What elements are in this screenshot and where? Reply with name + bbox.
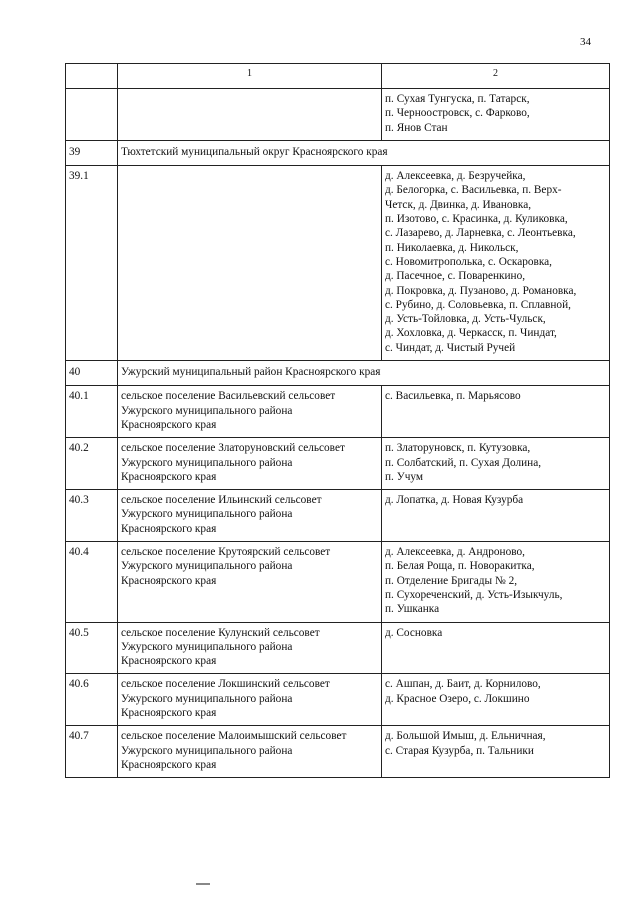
cell-line: п. Солбатский, п. Сухая Долина, xyxy=(385,456,542,469)
municipality-name-cell xyxy=(118,386,382,438)
cell-line: п. Ушканка xyxy=(385,603,440,616)
cell-line: Ужурского муниципального района xyxy=(121,456,293,469)
cell-line: Четск, д. Двинка, д. Ивановка, xyxy=(385,198,532,211)
municipality-name-cell xyxy=(118,542,382,622)
cell-line: сельское поселение Васильевский сельсовет xyxy=(121,390,336,403)
cell-line: Красноярского края xyxy=(121,758,217,771)
table-body xyxy=(66,64,610,778)
cell-line: сельское поселение Ильинский сельсовет xyxy=(121,494,322,507)
table-row xyxy=(66,166,610,361)
cell-line: д. Сосновка xyxy=(385,626,443,639)
cell-line: Красноярского края xyxy=(121,522,217,535)
cell-line: п. Янов Стан xyxy=(385,121,448,134)
cell-line: Красноярского края xyxy=(121,706,217,719)
cell-line: п. Златоруновск, п. Кутузовка, xyxy=(385,442,531,455)
cell-line: с. Ашпан, д. Баит, д. Корнилово, xyxy=(385,678,541,691)
cell-line: Ужурского муниципального района xyxy=(121,508,293,521)
settlements-cell xyxy=(382,622,610,674)
cell-line: Ужурского муниципального района xyxy=(121,640,293,653)
cell-line: с. Старая Кузурба, п. Тальники xyxy=(385,744,534,757)
row-number-cell: 40.5 xyxy=(66,622,118,674)
table-row xyxy=(66,726,610,778)
municipality-name-cell xyxy=(118,490,382,542)
row-number-cell: 40.6 xyxy=(66,674,118,726)
cell-line: Красноярского края xyxy=(121,470,217,483)
cell-line: Ужурского муниципального района xyxy=(121,404,293,417)
cell-line: сельское поселение Локшинский сельсовет xyxy=(121,678,330,691)
section-title: Тюхтетский муниципальный округ Красноярского края xyxy=(118,140,610,165)
row-number-cell: 40.3 xyxy=(66,490,118,542)
row-number-cell xyxy=(66,89,118,141)
row-number-cell: 39.1 xyxy=(66,166,118,361)
cell-line: Ужурского муниципального района xyxy=(121,560,293,573)
settlements-cell xyxy=(382,490,610,542)
header-cell-number xyxy=(66,64,118,89)
cell-line: сельское поселение Малоимышский сельсовет xyxy=(121,730,347,743)
cell-line: д. Лопатка, д. Новая Кузурба xyxy=(385,494,524,507)
cell-line: д. Хохловка, д. Черкасск, п. Чиндат, xyxy=(385,327,557,340)
section-number: 39 xyxy=(66,140,118,165)
section-number: 40 xyxy=(66,361,118,386)
cell-line: п. Черноостровск, с. Фарково, xyxy=(385,107,530,120)
cell-line: с. Чиндат, д. Чистый Ручей xyxy=(385,341,516,354)
header-cell-2: 2 xyxy=(382,64,610,89)
header-cell-1: 1 xyxy=(118,64,382,89)
table-row xyxy=(66,622,610,674)
cell-line: Красноярского края xyxy=(121,574,217,587)
cell-line: д. Покровка, д. Пузаново, д. Романовка, xyxy=(385,284,577,297)
cell-line: Ужурского муниципального района xyxy=(121,692,293,705)
cell-line: Красноярского края xyxy=(121,418,217,431)
settlements-table xyxy=(65,63,610,778)
table-row xyxy=(66,674,610,726)
table-header-row xyxy=(66,64,610,89)
cell-line: с. Новомитрополька, с. Оскаровка, xyxy=(385,255,552,268)
cell-line: с. Рубино, д. Соловьевка, п. Сплавной, xyxy=(385,298,571,311)
settlements-cell xyxy=(382,542,610,622)
municipality-name-cell xyxy=(118,438,382,490)
table-row xyxy=(66,542,610,622)
scan-artifact xyxy=(196,883,210,885)
settlements-cell xyxy=(382,726,610,778)
cell-line: сельское поселение Златоруновский сельсовет xyxy=(121,442,345,455)
cell-line: д. Белогорка, с. Васильевка, п. Верх- xyxy=(385,184,562,197)
cell-line: п. Белая Роща, п. Новоракитка, xyxy=(385,560,535,573)
cell-line: с. Лазарево, д. Ларневка, с. Леонтьевка, xyxy=(385,227,576,240)
cell-line: сельское поселение Кулунский сельсовет xyxy=(121,626,320,639)
row-number-cell: 40.4 xyxy=(66,542,118,622)
settlements-cell xyxy=(382,674,610,726)
table-row xyxy=(66,490,610,542)
cell-line: с. Васильевка, п. Марьясово xyxy=(385,390,521,403)
section-title: Ужурский муниципальный район Красноярского края xyxy=(118,361,610,386)
table-row xyxy=(66,438,610,490)
settlements-cell xyxy=(382,166,610,361)
cell-line: д. Алексеевка, д. Андроново, xyxy=(385,546,525,559)
settlements-cell xyxy=(382,386,610,438)
row-number-cell: 40.1 xyxy=(66,386,118,438)
row-number-cell: 40.2 xyxy=(66,438,118,490)
cell-line: д. Усть-Тойловка, д. Усть-Чульск, xyxy=(385,313,546,326)
cell-line: Красноярского края xyxy=(121,655,217,668)
cell-line: д. Пасечное, с. Поваренкино, xyxy=(385,270,526,283)
municipality-name-cell xyxy=(118,166,382,361)
page-number: 34 xyxy=(580,36,591,48)
table-row xyxy=(66,386,610,438)
cell-line: д. Красное Озеро, с. Локшино xyxy=(385,692,530,705)
section-row xyxy=(66,140,610,165)
cell-line: п. Изотово, с. Красинка, д. Куликовка, xyxy=(385,213,568,226)
cell-line: п. Сухая Тунгуска, п. Татарск, xyxy=(385,93,530,105)
municipality-name-cell xyxy=(118,674,382,726)
settlements-cell xyxy=(382,438,610,490)
cell-line: п. Сухореченский, д. Усть-Изыкчуль, xyxy=(385,588,563,601)
continuation-row xyxy=(66,89,610,141)
settlements-cell xyxy=(382,89,610,141)
municipality-name-cell xyxy=(118,89,382,141)
cell-line: д. Алексеевка, д. Безручейка, xyxy=(385,170,526,183)
section-row xyxy=(66,361,610,386)
cell-line: сельское поселение Крутоярский сельсовет xyxy=(121,546,331,559)
municipality-name-cell xyxy=(118,622,382,674)
cell-line: п. Николаевка, д. Никольск, xyxy=(385,241,519,254)
cell-line: п. Учум xyxy=(385,470,424,483)
row-number-cell: 40.7 xyxy=(66,726,118,778)
cell-line: д. Большой Имыш, д. Ельничная, xyxy=(385,730,546,743)
cell-line: п. Отделение Бригады № 2, xyxy=(385,574,518,587)
cell-line: Ужурского муниципального района xyxy=(121,744,293,757)
municipality-name-cell xyxy=(118,726,382,778)
